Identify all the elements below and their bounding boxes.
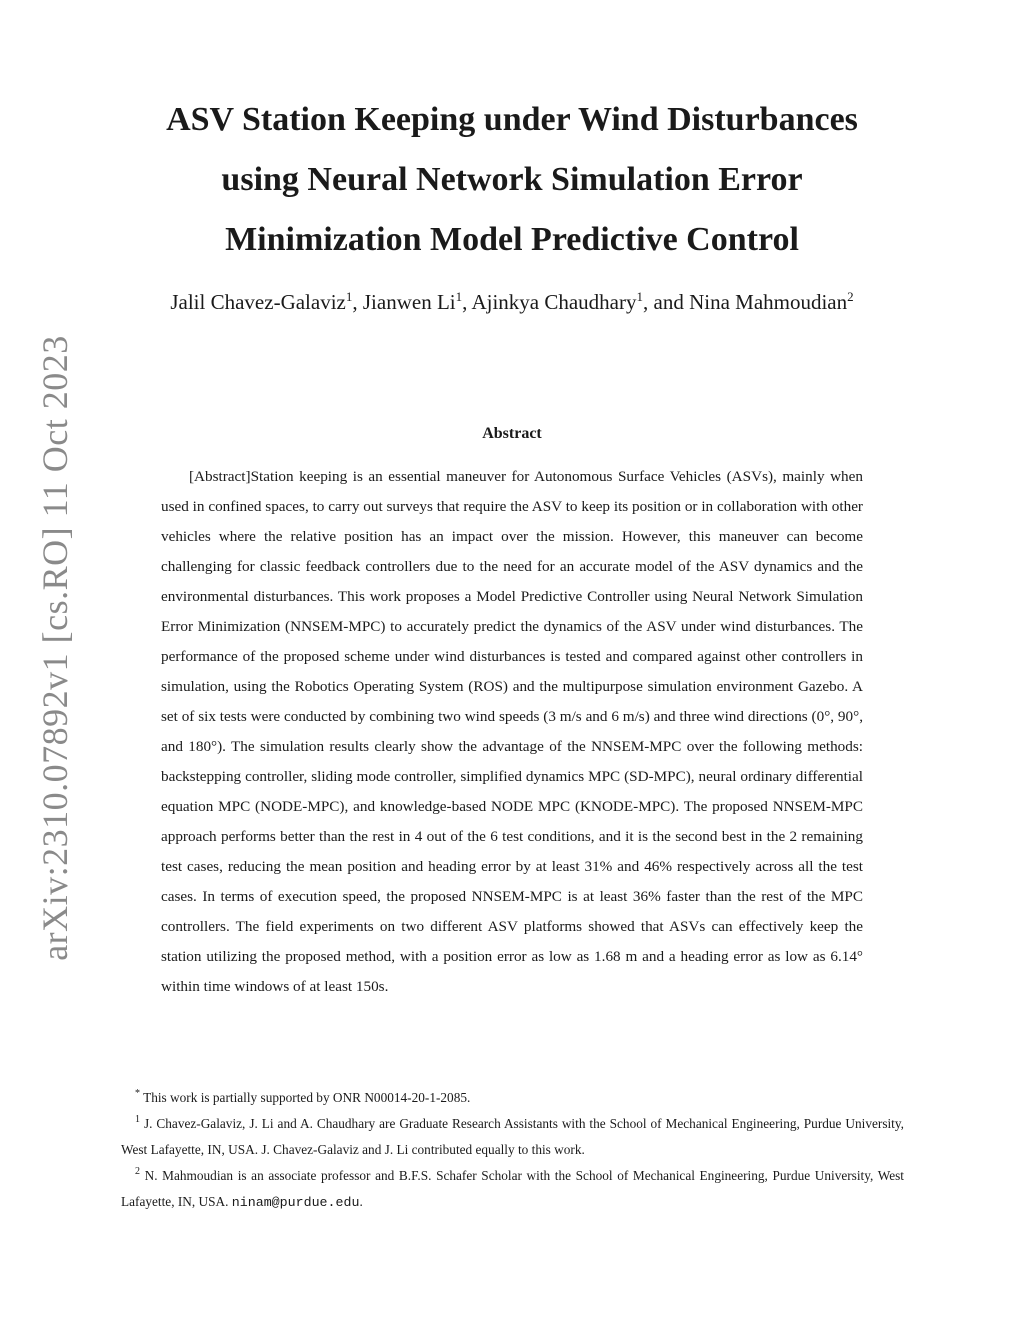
footnote-mark: * <box>135 1088 140 1099</box>
footnote-text: This work is partially supported by ONR N00014-20-1-2085. <box>143 1090 471 1105</box>
author-name: Jianwen Li <box>362 290 456 314</box>
footnote-affiliation-1 <box>121 1111 904 1163</box>
affiliation-mark: 1 <box>345 289 353 304</box>
footnote-text: N. Mahmoudian is an associate professor and B.F.S. Schafer Scholar with the School of Mechanical Engineering, Purdue University, West Lafayette, IN, USA. <box>121 1168 904 1209</box>
author-name: Jalil Chavez-Galaviz <box>170 290 346 314</box>
arxiv-identifier: arXiv:2310.07892v1 [cs.RO] 11 Oct 2023 <box>35 335 75 961</box>
footnote-mark: 1 <box>135 1114 140 1125</box>
abstract-heading: Abstract <box>482 425 542 442</box>
affiliation-mark: 2 <box>847 289 854 304</box>
affiliation-mark: 1 <box>636 289 643 304</box>
title-line: ASV Station Keeping under Wind Disturbances <box>166 101 858 138</box>
title-line: Minimization Model Predictive Control <box>225 221 799 258</box>
footnote-mark: 2 <box>135 1166 140 1177</box>
author-name: Nina Mahmoudian <box>689 290 848 314</box>
abstract-text: [Abstract]Station keeping is an essential maneuver for Autonomous Surface Vehicles (ASVs), mainly when used in confined spaces, to carry out surveys that require the ASV to keep its position or in collaboration with other vehicles where the relative position has an impact over the mission. However, this maneuver can become challenging for classic feedback controllers due to the need for an accurate model of the ASV dynamics and the environmental disturbances. This work proposes a Model Predictive Controller using Neural Network Simulation Error Minimization (NNSEM-MPC) to accurately predict the dynamics of the ASV under wind disturbances. The performance of the proposed scheme under wind disturbances is tested and compared against other controllers in simulation, using the Robotics Operating System (ROS) and the multipurpose simulation environment Gazebo. A set of six tests were conducted by combining two wind speeds (3 m/s and 6 m/s) and three wind directions (0°, 90°, and 180°). The simulation results clearly show the advantage of the NNSEM-MPC over the following methods: backstepping controller, sliding mode controller, simplified dynamics MPC (SD-MPC), neural ordinary differential equation MPC (NODE-MPC), and knowledge-based NODE MPC (KNODE-MPC). The proposed NNSEM-MPC approach performs better than the rest in 4 out of the 6 test conditions, and it is the second best in the 2 remaining test cases, reducing the mean position and heading error by at least 31% and 46% respectively across all the test cases. In terms of execution speed, the proposed NNSEM-MPC is at least 36% faster than the rest of the MPC controllers. The field experiments on two different ASV platforms showed that ASVs can effectively keep the station utilizing the proposed method, with a position error as low as 1.68 m and a heading error as low as 6.14° within time windows of at least 150s. <box>161 468 863 995</box>
affiliation-mark: 1 <box>455 289 463 304</box>
author-separator: , <box>462 290 472 314</box>
footnote-affiliation-2: $^2$ N. Mahmoudian is an associate professor and B.F.S. Schafer Scholar with the School of Mechanical Engineering, Purdue University, West Lafayette, IN, USA. ninam@purdue.edu. <box>121 1166 904 1210</box>
contact-email[interactable]: ninam@purdue.edu <box>231 1195 360 1210</box>
author-name: Ajinkya Chaudhary <box>471 290 637 314</box>
footnote-funding <box>121 1085 904 1111</box>
footnote-text: J. Chavez-Galaviz, J. Li and A. Chaudhary are Graduate Research Assistants with the School of Mechanical Engineering, Purdue University, West Lafayette, IN, USA. J. Chavez-Galaviz and J. Li contributed equally to this work. <box>121 1116 904 1157</box>
author-separator: , and <box>643 290 690 314</box>
author-separator: , <box>352 290 363 314</box>
title-line: using Neural Network Simulation Error <box>221 161 803 198</box>
paper-title <box>112 90 912 270</box>
footnotes <box>121 1085 904 1216</box>
author-list <box>100 287 924 317</box>
